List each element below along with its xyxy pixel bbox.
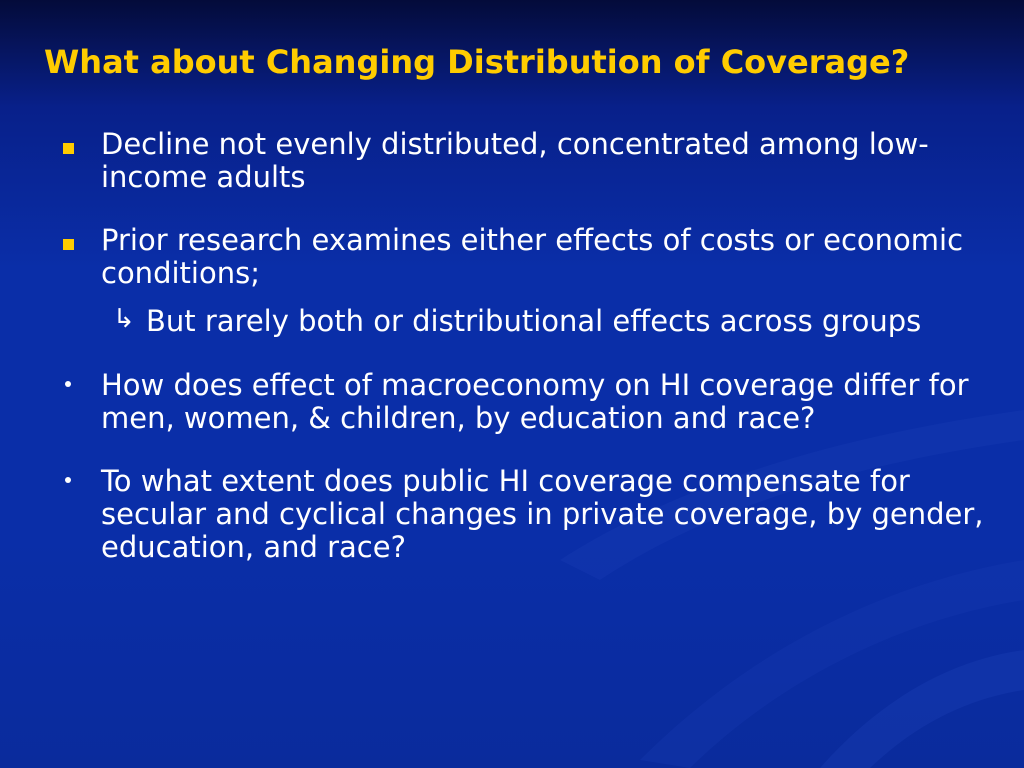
- bullet-text: To what extent does public HI coverage compensate for secular and cyclical changes in private coverage, by gender, education, and race?: [101, 464, 984, 564]
- bullet-item: [0, 369, 1024, 435]
- square-bullet-icon: [63, 239, 74, 250]
- dot-bullet-icon: [65, 477, 71, 483]
- dot-bullet-icon: [65, 381, 71, 387]
- bullet-item: [0, 224, 1024, 290]
- bullet-text: How does effect of macroeconomy on HI coverage differ for men, women, & children, by education and race?: [101, 368, 969, 435]
- bullet-item: [0, 465, 1024, 564]
- bullet-item: [0, 128, 1024, 194]
- sub-bullet-text: But rarely both or distributional effects across groups: [146, 304, 922, 338]
- slide-title: What about Changing Distribution of Coverage?: [44, 43, 910, 81]
- return-arrow-icon: ↳: [113, 304, 135, 334]
- bullet-text: Prior research examines either effects of costs or economic conditions;: [101, 223, 964, 290]
- bullet-text: Decline not evenly distributed, concentrated among low-income adults: [101, 127, 929, 194]
- bullet-list: [0, 128, 1024, 564]
- square-bullet-icon: [63, 143, 74, 154]
- sub-bullet-item: [0, 305, 1024, 338]
